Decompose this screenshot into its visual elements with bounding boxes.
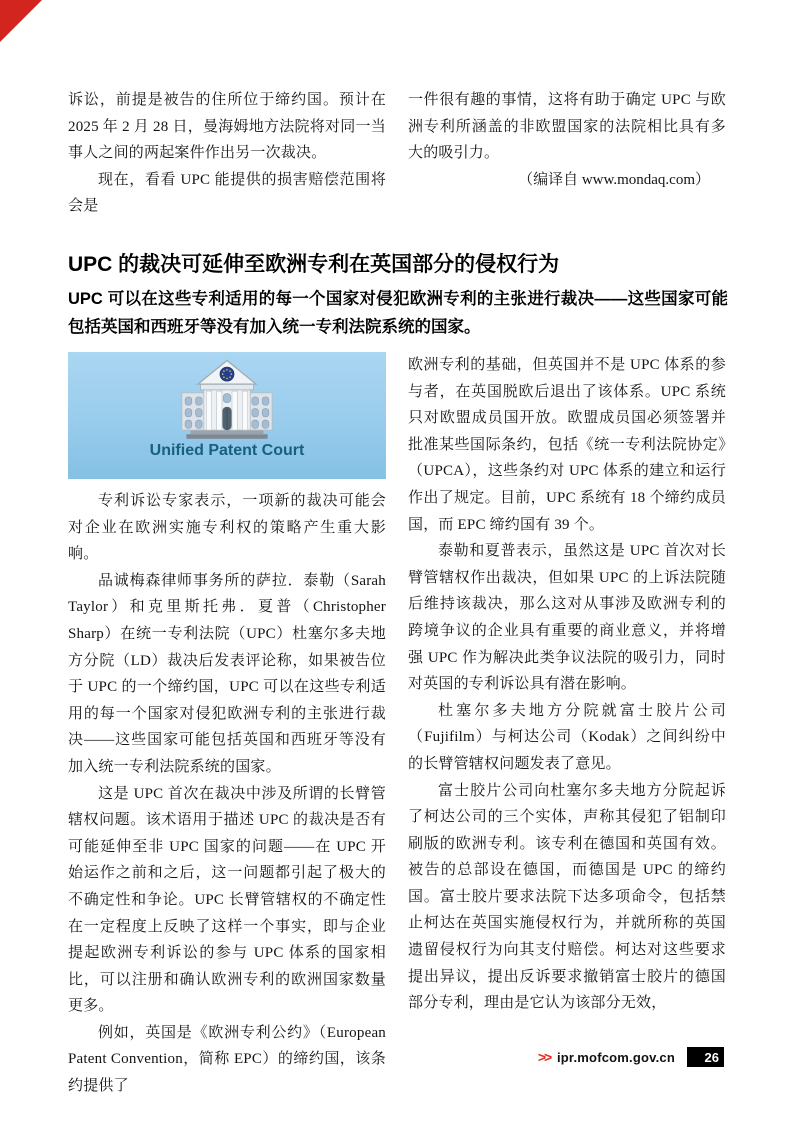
source-credit: （编译自 www.mondaq.com） — [518, 171, 710, 188]
page-footer — [538, 1047, 724, 1067]
top-right-column — [408, 87, 726, 193]
paragraph: 诉讼，前提是被告的住所位于缔约国。预计在 2025 年 2 月 28 日，曼海姆地方法院将对同一当事人之间的两起案件作出另一次裁决。 — [68, 92, 386, 162]
top-continuation-section — [68, 87, 726, 220]
article-body — [68, 352, 726, 1100]
chevrons-icon: >> — [537, 1049, 550, 1065]
article-left-column — [68, 352, 386, 1100]
courthouse-icon — [169, 357, 285, 441]
paragraph: 泰勒和夏普表示，虽然这是 UPC 首次对长臂管辖权作出裁决，但如果 UPC 的上诉法院随后维持该裁决，那么这对从事涉及欧洲专利的跨境争议的企业具有重要的商业意义，并将增强 UPC 作为解决此类争议法院的吸引力，同时对英国的专利诉讼具有潜在影响。 — [408, 543, 726, 693]
paragraph: 欧洲专利的基础，但英国并不是 UPC 体系的参与者，在英国脱欧后退出了该体系。UPC 系统只对欧盟成员国开放。欧盟成员国必须签署并批准某些国际条约，包括《统一专利法院协定》（UPCA），这些条约对 UPC 体系的建立和运行作出了规定。目前，UPC 系统有 18 个缔约成员国，而 EPC 缔约国有 39 个。 — [408, 357, 726, 533]
article-right-column — [408, 352, 726, 1017]
corner-ribbon — [0, 0, 42, 42]
article-subtitle: UPC 可以在这些专利适用的每一个国家对侵犯欧洲专利的主张进行裁决——这些国家可能包括英国和西班牙等没有加入统一专利法院系统的国家。 — [68, 290, 728, 336]
top-left-column — [68, 87, 386, 220]
upc-figure — [68, 352, 386, 479]
page-number-badge: 26 — [687, 1047, 724, 1067]
paragraph: 这是 UPC 首次在裁决中涉及所谓的长臂管辖权问题。该术语用于描述 UPC 的裁决是否有可能延伸至非 UPC 国家的问题——在 UPC 开始运作之前和之后，这一问题都引起了极大的不确定性和争论。UPC 长臂管辖权的不确定性在一定程度上反映了这样一个事实，即与企业提起欧洲专利诉讼的参与 UPC 体系的国家相比，可以注册和确认欧洲专利的欧洲国家数量更多。 — [68, 785, 386, 1015]
footer-site-text: ipr.mofcom.gov.cn — [556, 1049, 675, 1065]
paragraph: 品诚梅森律师事务所的萨拉．泰勒（Sarah Taylor）和克里斯托弗．夏普（Christopher Sharp）在统一专利法院（UPC）杜塞尔多夫地方分院（LD）裁决后发表评论称，如果被告位于 UPC 的一个缔约国，UPC 可以在这些专利适用的每一个国家对侵犯欧洲专利的主张进行裁决——这些国家可能包括英国和西班牙等没有加入统一专利法院系统的国家。 — [68, 572, 386, 775]
paragraph: 杜塞尔多夫地方分院就富士胶片公司（Fujifilm）与柯达公司（Kodak）之间纠纷中的长臂管辖权问题发表了意见。 — [408, 702, 726, 772]
article-title: UPC 的裁决可延伸至欧洲专利在英国部分的侵权行为 — [68, 253, 560, 276]
paragraph: 富士胶片公司向杜塞尔多夫地方分院起诉了柯达公司的三个实体，声称其侵犯了铝制印刷版的欧洲专利。该专利在德国和英国有效。被告的总部设在德国，而德国是 UPC 的缔约国。富士胶片要求法院下达多项命令，包括禁止柯达在英国实施侵权行为，并就所称的英国遗留侵权行为向其支付赔偿。柯达对这些要求提出异议，提出反诉要求撤销富士胶片的德国部分专利，理由是它认为该部分无效， — [408, 782, 726, 1012]
figure-caption: Unified Patent Court — [149, 442, 305, 459]
paragraph: 例如，英国是《欧洲专利公约》（European Patent Convention，简称 EPC）的缔约国，该条约提供了 — [68, 1024, 386, 1095]
paragraph: 专利诉讼专家表示，一项新的裁决可能会对企业在欧洲实施专利权的策略产生重大影响。 — [68, 493, 386, 563]
paragraph: 现在，看看 UPC 能提供的损害赔偿范围将会是 — [68, 171, 386, 215]
paragraph: 一件很有趣的事情，这将有助于确定 UPC 与欧洲专利所涵盖的非欧盟国家的法院相比具有多大的吸引力。 — [408, 92, 726, 162]
